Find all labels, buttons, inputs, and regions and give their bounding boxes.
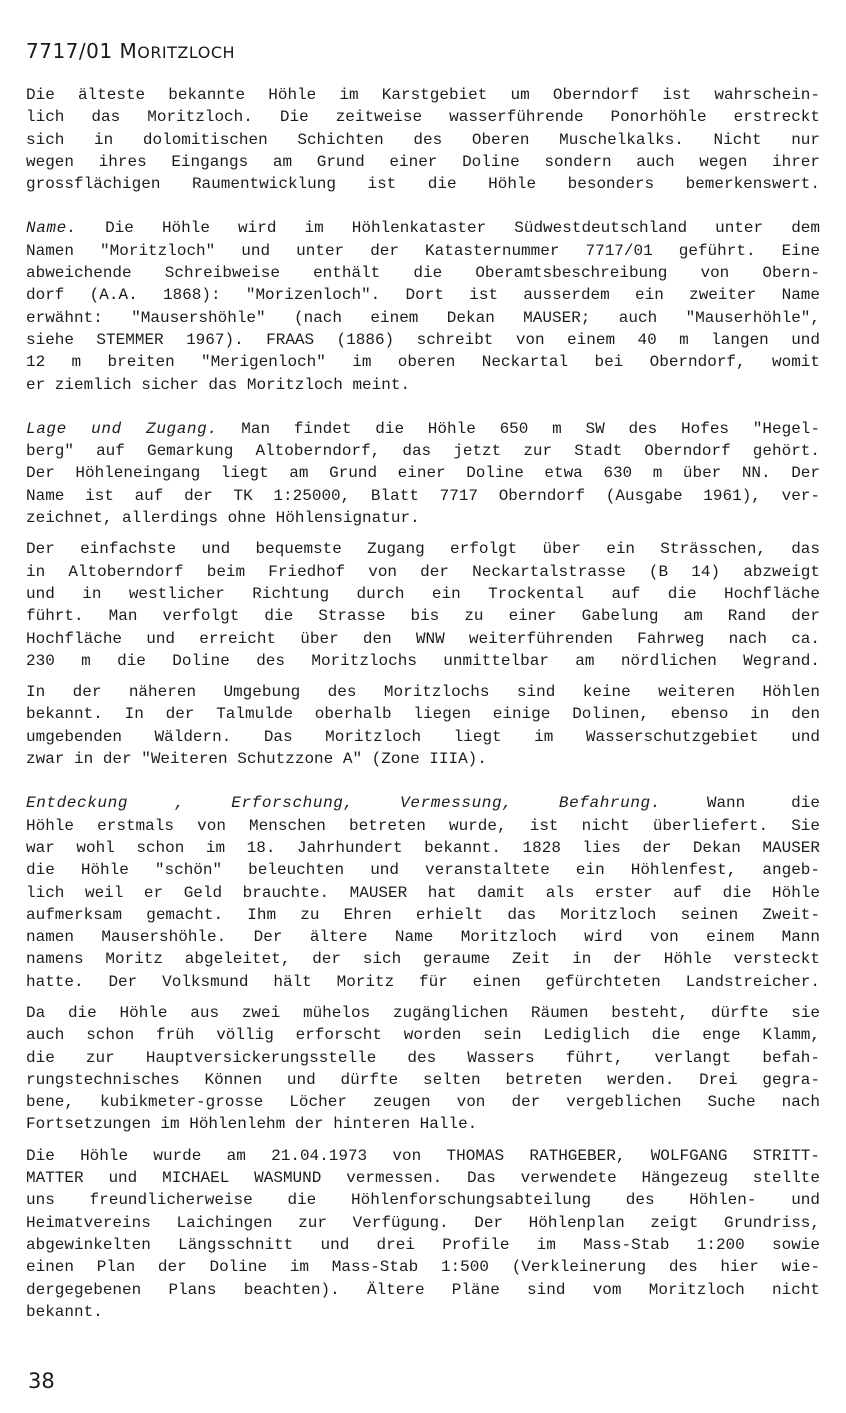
- text-line: in Altoberndorf beim Friedhof von der Neckartalstrasse (B 14) abzweigt: [26, 562, 820, 581]
- section-heading: Name.: [26, 219, 78, 238]
- text-line: abweichende Schreibweise enthält die Oberamtsbeschreibung von Obern-: [26, 264, 820, 283]
- text-line: er ziemlich sicher das Moritzloch meint.: [26, 375, 411, 394]
- text-line: namen Mausershöhle. Der ältere Name Moritzloch wird von einem Mann: [26, 928, 820, 947]
- name-section: [26, 217, 820, 395]
- text-line: wegen ihres Eingangs am Grund einer Doline sondern auch wegen ihrer: [26, 152, 820, 171]
- text-line: zeichnet, allerdings ohne Höhlensignatur.: [26, 509, 420, 528]
- text-line: führt. Man verfolgt die Strasse bis zu einer Gabelung am Rand der: [26, 607, 820, 626]
- text-line: 230 m die Doline des Moritzlochs unmittelbar am nördlichen Wegrand.: [26, 651, 820, 670]
- vermessung-paragraph: [26, 1145, 820, 1323]
- text-line: Die älteste bekannte Höhle im Karstgebiet um Oberndorf ist wahrschein-: [26, 86, 820, 104]
- text-line: bekannt. In der Talmulde oberhalb liegen einige Dolinen, ebenso in den: [26, 705, 820, 724]
- text-line: Der Höhleneingang liegt am Grund einer Doline etwa 630 m über NN. Der: [26, 464, 820, 483]
- heading-line-rest: Man findet die Höhle 650 m SW des Hofes "Hegel-: [217, 419, 820, 438]
- text-line: und in westlicher Richtung durch ein Trockental auf die Hochfläche: [26, 584, 820, 603]
- text-line: war wohl schon im 18. Jahrhundert bekannt. 1828 lies der Dekan MAUSER: [26, 838, 820, 857]
- page-title: [26, 38, 235, 66]
- text-line: sich in dolomitischen Schichten des Oberen Muschelkalks. Nicht nur: [26, 130, 820, 149]
- text-line: uns freundlicherweise die Höhlenforschungsabteilung des Höhlen- und: [26, 1191, 820, 1210]
- text-line: zwar in der "Weiteren Schutzzone A" (Zone IIIA).: [26, 750, 487, 769]
- title-number: 7717/01: [26, 39, 113, 63]
- lage-section: [26, 418, 820, 529]
- text-line: bekannt.: [26, 1302, 103, 1321]
- text-line: Hochfläche und erreicht über den WNW weiterführenden Fahrweg nach ca.: [26, 629, 820, 648]
- text-line: MATTER und MICHAEL WASMUND vermessen. Das verwendete Hängezeug stellte: [26, 1169, 820, 1188]
- heading-line-rest: Wann die: [660, 794, 820, 813]
- text-line: dorf (A.A. 1868): "Morizenloch". Dort ist ausserdem ein zweiter Name: [26, 286, 820, 305]
- text-line: aufmerksam gemacht. Ihm zu Ehren erhielt das Moritzloch seinen Zweit-: [26, 905, 820, 924]
- text-line: namens Moritz abgeleitet, der sich geraume Zeit in der Höhle versteckt: [26, 950, 820, 969]
- text-line: lich weil er Geld brauchte. MAUSER hat damit als erster auf die Höhle: [26, 883, 820, 902]
- text-line: Heimatvereins Laichingen zur Verfügung. Der Höhlenplan zeigt Grundriss,: [26, 1213, 820, 1232]
- page-number: 38: [28, 1369, 55, 1393]
- text-line: Die Höhle wurde am 21.04.1973 von THOMAS RATHGEBER, WOLFGANG STRITT-: [26, 1146, 820, 1165]
- text-line: die zur Hauptversickerungsstelle des Wassers führt, verlangt befah-: [26, 1048, 820, 1067]
- article-body: [26, 84, 820, 1323]
- entdeckung-section: [26, 792, 820, 993]
- text-line: bene, kubikmeter-grosse Löcher zeugen von der vergeblichen Suche nach: [26, 1093, 820, 1112]
- text-line: Da die Höhle aus zwei mühelos zugänglichen Räumen besteht, dürfte sie: [26, 1003, 820, 1022]
- text-line: In der näheren Umgebung des Moritzlochs sind keine weiteren Höhlen: [26, 683, 820, 702]
- text-line: grossflächigen Raumentwicklung ist die Höhle besonders bemerkenswert.: [26, 175, 820, 194]
- intro-paragraph: [26, 84, 820, 195]
- umgebung-paragraph: [26, 681, 820, 770]
- text-line: [26, 792, 820, 814]
- title-name-rest: ORITZLOCH: [137, 43, 236, 62]
- text-line: auch schon früh völlig erforscht worden sein Lediglich die enge Klamm,: [26, 1026, 820, 1045]
- text-line: siehe STEMMER 1967). FRAAS (1886) schreibt von einem 40 m langen und: [26, 330, 820, 349]
- text-line: einen Plan der Doline im Mass-Stab 1:500 (Verkleinerung des hier wie-: [26, 1258, 820, 1277]
- text-line: umgebenden Wäldern. Das Moritzloch liegt im Wasserschutzgebiet und: [26, 727, 820, 746]
- text-line: dergegebenen Plans beachten). Ältere Pläne sind vom Moritzloch nicht: [26, 1280, 820, 1299]
- text-line: [26, 418, 820, 440]
- text-line: hatte. Der Volksmund hält Moritz für einen gefürchteten Landstreicher.: [26, 972, 820, 991]
- text-line: erwähnt: "Mausershöhle" (nach einem Dekan MAUSER; auch "Mauserhöhle",: [26, 308, 820, 327]
- text-line: Namen "Moritzloch" und unter der Katasternummer 7717/01 geführt. Eine: [26, 241, 820, 260]
- zugang-paragraph: [26, 538, 820, 672]
- text-line: die Höhle "schön" beleuchten und veranstaltete ein Höhlenfest, angeb-: [26, 861, 820, 880]
- title-name-initial: M: [119, 39, 138, 63]
- erforschung-paragraph: [26, 1002, 820, 1136]
- text-line: 12 m breiten "Merigenloch" im oberen Neckartal bei Oberndorf, womit: [26, 353, 820, 372]
- heading-line-rest: Die Höhle wird im Höhlenkataster Südwestdeutschland unter dem: [77, 219, 820, 238]
- text-line: Höhle erstmals von Menschen betreten wurde, ist nicht überliefert. Sie: [26, 816, 820, 835]
- text-line: Fortsetzungen im Höhlenlehm der hinteren Halle.: [26, 1115, 478, 1134]
- text-line: Name ist auf der TK 1:25000, Blatt 7717 Oberndorf (Ausgabe 1961), ver-: [26, 486, 820, 505]
- text-line: rungstechnisches Können und dürfte selten betreten werden. Drei gegra-: [26, 1070, 820, 1089]
- text-line: [26, 217, 820, 239]
- text-line: lich das Moritzloch. Die zeitweise wasserführende Ponorhöhle erstreckt: [26, 108, 820, 127]
- section-heading: Lage und Zugang.: [26, 419, 218, 438]
- text-line: berg" auf Gemarkung Altoberndorf, das jetzt zur Stadt Oberndorf gehört.: [26, 442, 820, 461]
- text-line: abgewinkelten Längsschnitt und drei Profile im Mass-Stab 1:200 sowie: [26, 1235, 820, 1254]
- text-line: Der einfachste und bequemste Zugang erfolgt über ein Strässchen, das: [26, 540, 820, 559]
- section-heading: Entdeckung , Erforschung, Vermessung, Befahrung.: [26, 794, 661, 813]
